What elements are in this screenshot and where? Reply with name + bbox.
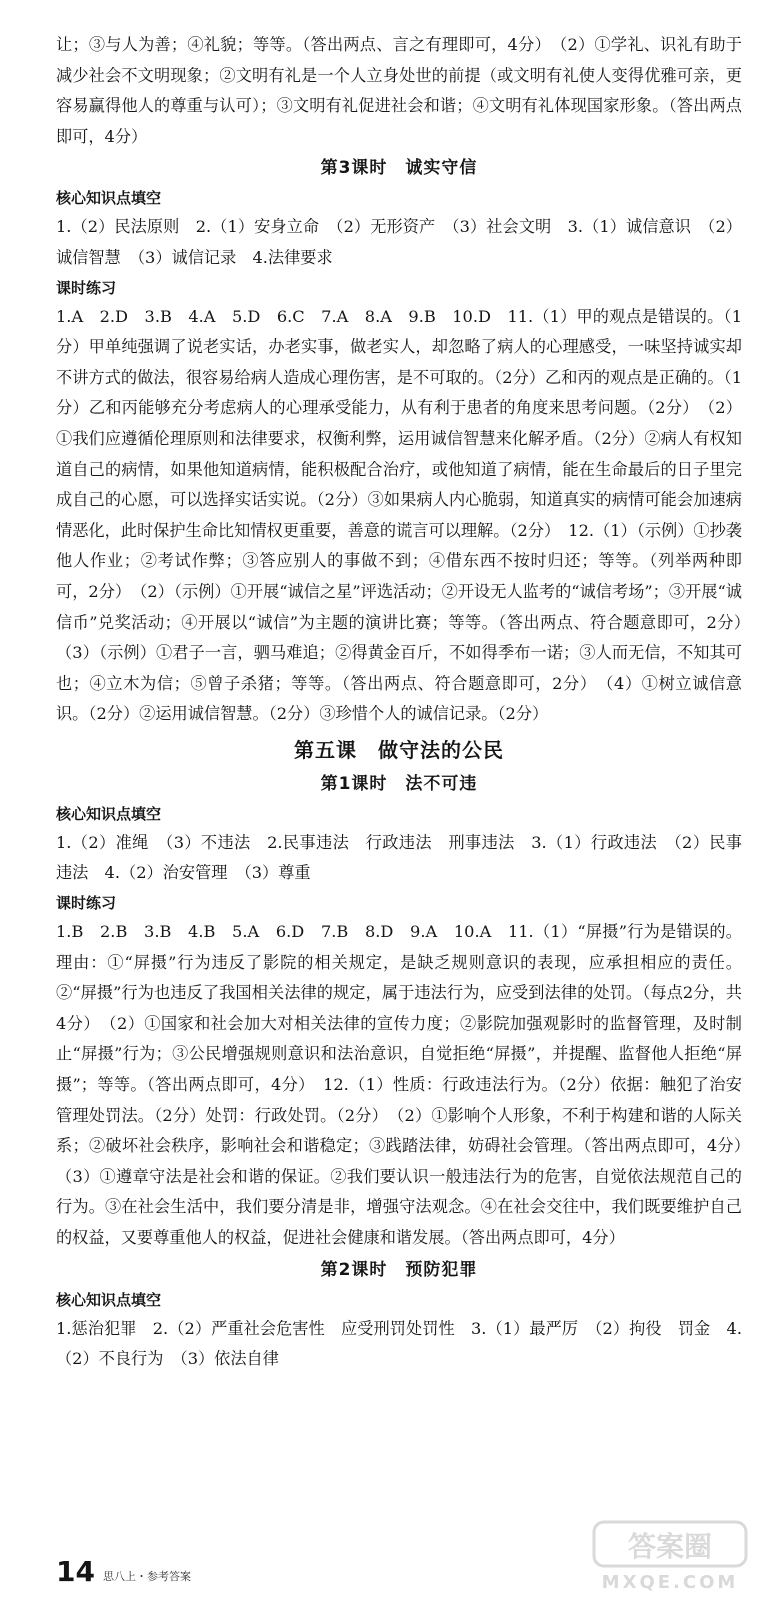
practice-label: 课时练习 — [56, 278, 117, 297]
practice-answers: 1.B 2.B 3.B 4.B 5.A 6.D 7.B 8.D 9.A 10.A 11.（1）“屏摄”行为是错误的。理由：①“屏摄”行为违反了影院的相关规定，是缺乏规则意识的表现，应承担相应的责任。②“屏摄”行为也违反了我国相关法律的规定，属于违法行为，应受到法律的处罚。（每点2分，共4分） （2）①国家和社会加大对相关法律的宣传力度；②影院加强观影时的监督管理，及时制止“屏摄”行为；③公民增强规则意识和法治意识，自觉拒绝“屏摄”，并提醒、监督他人拒绝“屏摄”；等等。（答出两点即可，4分） 12.（1）性质：行政违法行为。（2分）依据：触犯了治安管理处罚法。（2分）处罚：行政处罚。（2分） （2）①影响个人形象，不利于构建和谐的人际关系；②破坏社会秩序，影响社会和谐稳定；③践踏法律，妨碍社会管理。（答出两点即可，4分） （3）①遵章守法是社会和谐的保证。②我们要认识一般违法行为的危害，自觉依法规范自己的行为。③在社会生活中，我们要分清是非，增强守法观念。④在社会交往中，我们既要维护自己的权益，又要尊重他人的权益，促进社会健康和谐发展。（答出两点即可，4分） — [56, 922, 759, 1247]
core-knowledge-answers: 1.（2）准绳 （3）不违法 2.民事违法 行政违法 刑事违法 3.（1）行政违法 （2）民事违法 4.（2）治安管理 （3）尊重 — [56, 832, 742, 883]
watermark-bottom: MXQE.COM — [601, 1572, 739, 1593]
section-title-honesty: 第3课时 诚实守信 — [320, 158, 478, 179]
practice-answers: 1.A 2.D 3.B 4.A 5.D 6.C 7.A 8.A 9.B 10.D 11.（1）甲的观点是错误的。（1分）甲单纯强调了说老实话，办老实事，做老实人，却忽略了病人的心理感受，一味坚持诚实却不讲方式的做法，很容易给病人造成心理伤害，是不可取的。（2分）乙和丙的观点是正确的。（1分）乙和丙能够充分考虑病人的心理承受能力，从有利于患者的角度来思考问题。（2分） （2）①我们应遵循伦理原则和法律要求，权衡利弊，运用诚信智慧来化解矛盾。（2分）②病人有权知道自己的病情，如果他知道病情，能积极配合治疗，或他知道了病情，能在生命最后的日子里完成自己的心愿，可以选择实话实说。（2分）③如果病人内心脆弱，知道真实的病情可能会加速病情恶化，此时保护生命比知情权更重要，善意的谎言可以理解。（2分） 12.（1）（示例）①抄袭他人作业；②考试作弊；③答应别人的事做不到；④借东西不按时归还；等等。（列举两种即可，2分） （2）（示例）①开展“诚信之星”评选活动；②开设无人监考的“诚信考场”；③开展“诚信币”兑奖活动；④开展以“诚信”为主题的演讲比赛；等等。（答出两点、符合题意即可，2分） （3）（示例）①君子一言，驷马难追；②得黄金百斤，不如得季布一诺；③人而无信，不知其可也；④立木为信；⑤曾子杀猪；等等。（答出两点、符合题意即可，2分） （4）①树立诚信意识。（2分）②运用诚信智慧。（2分）③珍惜个人的诚信记录。（2分） — [56, 306, 759, 724]
page-number: 14 — [56, 1555, 95, 1588]
core-knowledge-answers: 1.（2）民法原则 2.（1）安身立命 （2）无形资产 （3）社会文明 3.（1）诚信意识 （2）诚信智慧 （3）诚信记录 4.法律要求 — [56, 217, 742, 267]
practice-label: 课时练习 — [56, 894, 117, 913]
core-knowledge-label: 核心知识点填空 — [56, 804, 162, 823]
footer-label: 思八上・参考答案 — [102, 1570, 191, 1583]
section-title-law: 第1课时 法不可违 — [320, 773, 478, 794]
core-knowledge-answers: 1.惩治犯罪 2.（2）严重社会危害性 应受刑罚处罚性 3.（1）最严厉 （2）拘役 罚金 4.（2）不良行为 （3）依法自律 — [56, 1318, 742, 1369]
watermark-top: 答案圈 — [627, 1530, 713, 1563]
section-title-crime: 第2课时 预防犯罪 — [320, 1259, 478, 1280]
page-footer — [56, 1555, 191, 1588]
core-knowledge-label: 核心知识点填空 — [56, 189, 162, 208]
lesson-title: 第五课 做守法的公民 — [294, 737, 504, 762]
intro-paragraph: 让；③与人为善；④礼貌；等等。（答出两点、言之有理即可，4分） （2）①学礼、识礼有助于减少社会不文明现象；②文明有礼是一个人立身处世的前提（或文明有礼使人变得优雅可亲，更容易赢得他人的尊重与认可）；③文明有礼促进社会和谐；④文明有礼体现国家形象。（答出两点即可，4分） — [56, 35, 742, 146]
watermark-logo — [592, 1520, 748, 1594]
core-knowledge-label: 核心知识点填空 — [56, 1290, 162, 1309]
